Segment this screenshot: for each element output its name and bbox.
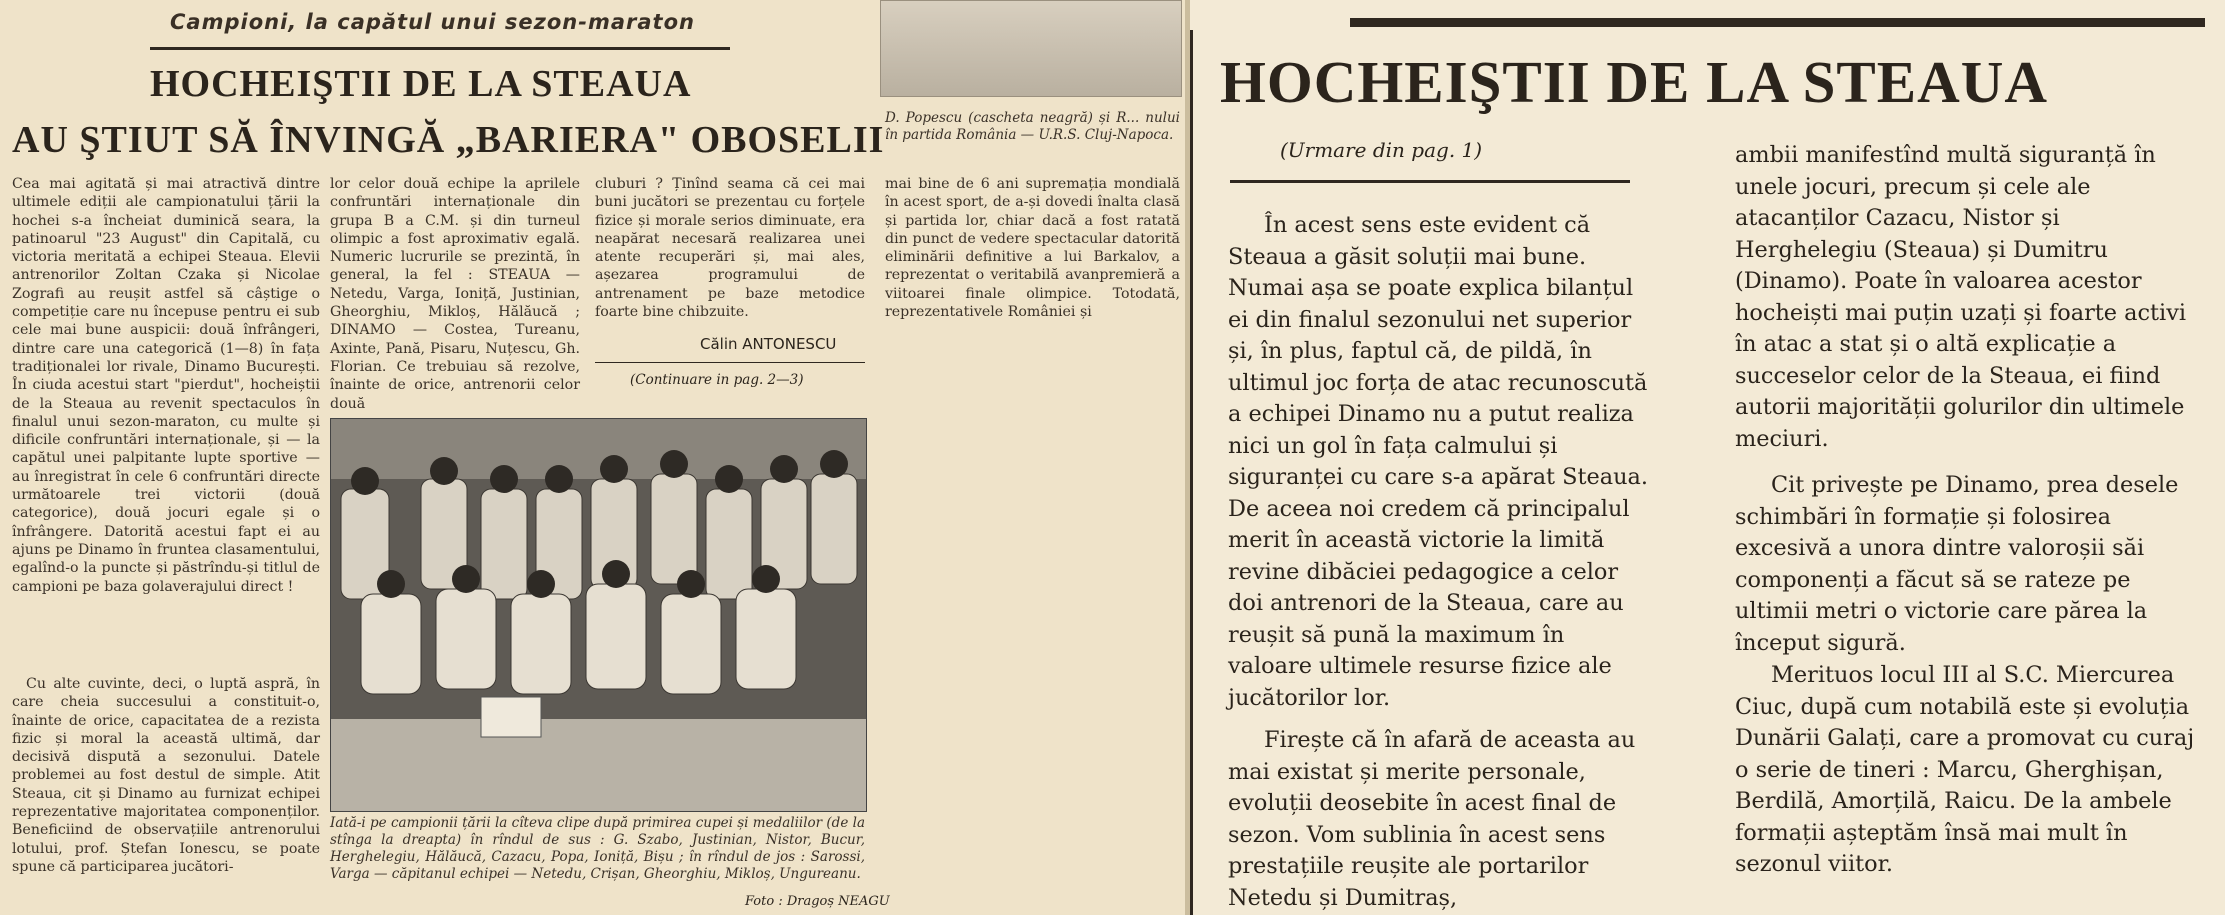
- top-photo-caption: D. Popescu (cascheta neagră) și R... nului în partida România — U.R.S. Cluj-Napoca.: [885, 110, 1180, 143]
- continued-rule: [1230, 180, 1630, 183]
- signature-rule: [595, 362, 865, 363]
- left-border: [1190, 30, 1193, 915]
- kicker-rule: [150, 47, 730, 50]
- column-2: lor celor două echipe la aprilele confruntări internaționale din grupa B a C.M. și din turneul olimpic a fost aproximativ egală. Numeric lucrurile se prezintă, în general, la fel : STEAUA — Netedu, Varga, Ioniță, Justinian, Gheorghiu, Mikloș, Hălăucă ; DINAMO — Costea, Tureanu, Axinte, Pană, Pisaru, Nuțescu, Gh. Florian. Ce trebuiau să rezolve, înainte de orice, antrenorii celor două: [330, 176, 580, 412]
- right-column-2-paragraph-3: Merituos locul III al S.C. Miercurea Ciuc, după cum notabilă este și evoluția Dunării Galați, care a promovat cu curaj o serie de tineri : Marcu, Gherghișan, Berdilă, Amorțilă, Raicu. De la ambele formații așteptăm însă mai mult în sezonul viitor.: [1735, 662, 2195, 877]
- continuation-note: (Continuare in pag. 2—3): [630, 372, 804, 388]
- column-3: cluburi ? Ținînd seama că cei mai buni jucători se prezentau cu forțele fizice și morale serios diminuate, era neapărat necesară realizarea unei atente recuperări și, mai ales, așezarea programului de antrenament pe baze metodice foarte bine chibzuite.: [595, 176, 865, 321]
- right-column-1-paragraph-2: Firește că în afară de aceasta au mai existat și merite personale, evoluții deosebite în acest final de sezon. Vom sublinia în acest sens prestațiile reușite ale portarilor Netedu și Dumitraș,: [1228, 727, 1636, 911]
- right-column-2-paragraph-1: ambii manifestînd multă siguranță în unele jocuri, precum și cele ale atacanților Cazacu, Nistor și Herghelegiu (Steaua) și Dumitru (Dinamo). Poate în valoarea acestor hocheiști mai puțin uzați și foarte activi în atac a stat și o altă explicație a succeselor celor de la Steaua, ei fiind autorii majorității golurilor din ultimele meciuri.: [1735, 142, 2187, 452]
- team-photo-caption: Iată-i pe campionii țării la cîteva clipe după primirea cupei și medaliilor (de la stînga la dreapta) în rîndul de sus : G. Szabo, Justinian, Nistor, Bucur, Herghelegiu, Hălăucă, Cazacu, Popa, Ioniță, Bișu ; în rîndul de jos : Sarossi, Varga — căpitanul echipei — Netedu, Crișan, Gheorghiu, Mikloș, Ungureanu.: [330, 815, 865, 882]
- right-column-2-paragraph-2: Cit privește pe Dinamo, prea desele schimbări în formație și folosirea excesivă a unora dintre valoroșii săi componenți a făcut să se rateze pe ultimii metri o victorie care părea la început sigură.: [1735, 472, 2179, 656]
- photo-credit: Foto : Dragoș NEAGU: [745, 894, 890, 909]
- top-photo: [880, 0, 1182, 97]
- continued-from: (Urmare din pag. 1): [1280, 138, 1483, 162]
- right-newspaper-clipping: [1190, 0, 2225, 915]
- right-column-1-paragraph-1: În acest sens este evident că Steaua a găsit soluții mai bune. Numai așa se poate explica bilanțul ei din finalul sezonului net superior și, în plus, faptul că, de pildă, în ultimul joc forța de atac recunoscută a echipei Dinamo nu a putut realiza nici un gol în fața calmului și siguranței cu care s-a apărat Steaua. De aceea noi credem că principalul merit în această victorie la limită revine dibăciei pedagogice a celor doi antrenori de la Steaua, care au reușit să pună la maximum în valoare ultimele resurse fizice ale jucătorilor lor.: [1228, 212, 1648, 711]
- headline-line-2: AU ŞTIUT SĂ ÎNVINGĂ „BARIERA" OBOSELII: [12, 119, 885, 161]
- right-headline: HOCHEIŞTII DE LA STEAUA: [1220, 49, 2048, 115]
- team-photo: [330, 418, 867, 812]
- top-rule: [1350, 18, 2205, 27]
- author-signature: Călin ANTONESCU: [700, 335, 837, 353]
- headline-line-1: HOCHEIŞTII DE LA STEAUA: [150, 63, 692, 105]
- column-4: mai bine de 6 ani supremația mondială în acest sport, de a-și dovedi înalta clasă și partida lor, chiar dacă a fost ratată din punct de vedere spectacular datorită eliminării definitive a lui Barkalov, a reprezentat o veritabilă avanpremieră a viitoarei finale olimpice. Totodată, reprezentativele României și: [885, 176, 1180, 321]
- kicker: Campioni, la capătul unui sezon-maraton: [170, 10, 695, 34]
- column-1-paragraph-2: Cu alte cuvinte, deci, o luptă aspră, în care cheia succesului a constituit-o, înainte de orice, capacitatea de a rezista fizic și moral la această ultimă, dar decisivă dispută a sezonului. Datele problemei au fost destul de simple. Atit Steaua, cit și Dinamo au furnizat echipei reprezentative majoritatea componenților. Beneficiind de observațiile antrenorului lotului, prof. Ștefan Ionescu, se poate spune că participarea jucători-: [12, 676, 320, 875]
- team-photo-image: [331, 419, 866, 811]
- column-1: Cea mai agitată și mai atractivă dintre ultimele ediții ale campionatului țării la hochei s-a încheiat duminică seara, la patinoarul "23 August" din Capitală, cu victoria meritată a echipei Steaua. Elevii antrenorilor Zoltan Czaka și Nicolae Zografi au reușit astfel să câștige o competiție care nu începuse pentru ei sub cele mai bune auspicii: două înfrângeri, dintre care una categorică (1—8) în fața tradiționalei lor rivale, Dinamo București. În ciuda acestui start "pierdut", hocheiștii de la Steaua au revenit spectaculos în finalul unui sezon-maraton, cu multe și dificile confruntări internaționale, și — la capătul unei palpitante lupte sportive — au înregistrat în cele 6 confruntări directe următoarele trei victorii (două categorice), două jocuri egale și o înfrângere. Datorită acestui fapt ei au ajuns pe Dinamo în fruntea clasamentului, egalînd-o la puncte și păstrîndu-și titlul de campioni pe baza golaverajului direct !: [12, 176, 320, 595]
